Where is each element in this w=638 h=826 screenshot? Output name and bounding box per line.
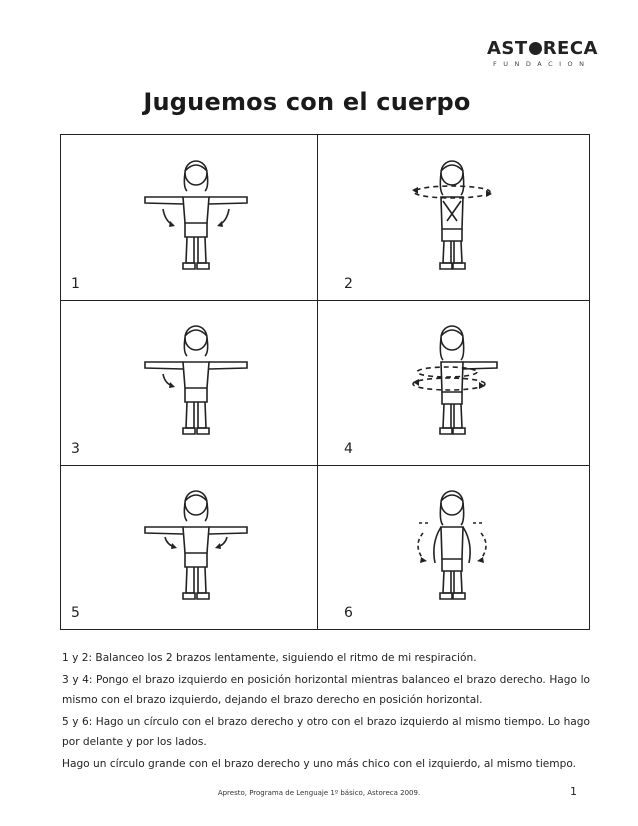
panel-number: 5 bbox=[71, 605, 80, 621]
logo-wordmark: AST RECA bbox=[487, 38, 598, 59]
child-arms-out-icon bbox=[141, 157, 251, 279]
exercise-grid bbox=[60, 134, 590, 630]
panel-4 bbox=[317, 300, 589, 465]
instruction-paragraph: Hago un círculo grande con el brazo derecho y uno más chico con el izquierdo, al mismo tiempo. bbox=[62, 758, 576, 770]
child-arms-out-icon bbox=[141, 322, 251, 444]
child-arm-circle-icon bbox=[397, 322, 507, 444]
panel-number: 3 bbox=[71, 441, 80, 457]
panel-1 bbox=[61, 135, 317, 300]
instruction-paragraph: 5 y 6: Hago un círculo con el brazo derecho y otro con el brazo izquierdo al mismo tiempo. Lo hago por delante y por los lados. bbox=[62, 716, 590, 748]
page-footer: Apresto, Programa de Lenguaje 1º básico, Astoreca 2009. bbox=[217, 789, 421, 797]
panel-6 bbox=[317, 465, 589, 629]
instructions bbox=[62, 648, 590, 776]
instruction-paragraph: 1 y 2: Balanceo los 2 brazos lentamente, siguiendo el ritmo de mi respiración. bbox=[62, 652, 477, 664]
panel-number: 4 bbox=[344, 441, 353, 457]
page-title: Juguemos con el cuerpo bbox=[143, 88, 471, 116]
panel-3 bbox=[61, 300, 317, 465]
panel-number: 1 bbox=[71, 276, 80, 292]
panel-number: 2 bbox=[344, 276, 353, 292]
panel-2 bbox=[317, 135, 589, 300]
page-number: 1 bbox=[570, 785, 577, 798]
instruction-paragraph: 3 y 4: Pongo el brazo izquierdo en posición horizontal mientras balanceo el brazo derecho. Hago lo mismo con el brazo izquierdo, dejando el brazo derecho en posición horizontal. bbox=[62, 674, 590, 706]
logo-subtitle: FUNDACION bbox=[493, 60, 591, 68]
panel-5 bbox=[61, 465, 317, 629]
child-arm-circle-icon bbox=[397, 157, 507, 279]
child-arms-out-icon bbox=[141, 487, 251, 609]
panel-number: 6 bbox=[344, 605, 353, 621]
child-arm-circle-icon bbox=[397, 487, 507, 609]
logo-circle-icon bbox=[529, 42, 542, 55]
astoreca-logo bbox=[487, 38, 598, 74]
